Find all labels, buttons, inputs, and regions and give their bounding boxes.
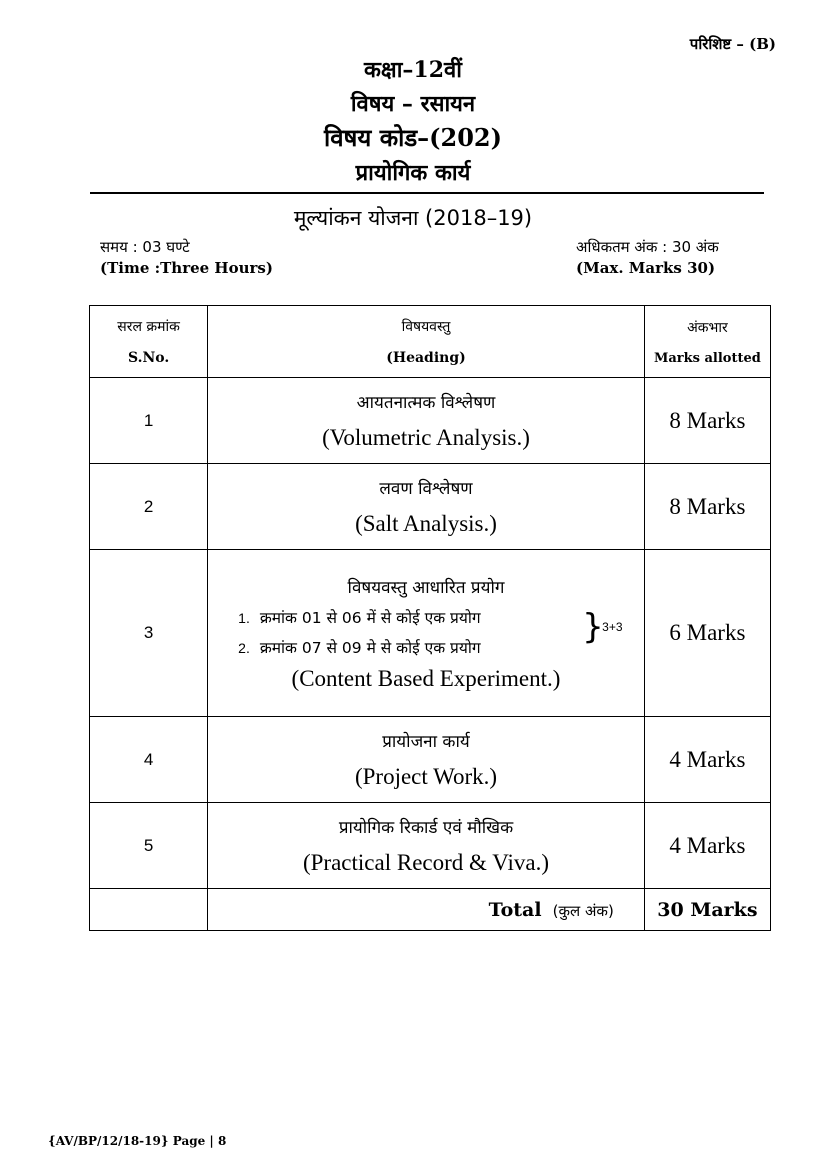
total-marks: 30 Marks xyxy=(644,889,770,931)
row-sno: 2 xyxy=(90,464,208,550)
max-marks-hindi: अधिकतम अंक : 30 अंक xyxy=(576,238,719,256)
row-sno: 4 xyxy=(90,717,208,803)
row-heading xyxy=(208,717,645,803)
row-heading-hindi: प्रायोजना कार्य xyxy=(382,732,470,752)
experiment-options xyxy=(238,606,644,658)
max-marks-english: (Max. Marks 30) xyxy=(576,259,716,277)
evaluation-scheme-title: मूल्यांकन योजना (2018–19) xyxy=(293,206,533,230)
header-sno-hindi: सरल क्रमांक xyxy=(117,319,180,335)
option-text: क्रमांक 07 से 09 मे से कोई एक प्रयोग xyxy=(259,638,481,657)
total-sno-empty xyxy=(90,889,208,931)
table-row xyxy=(90,717,771,803)
table-row xyxy=(90,550,771,717)
appendix-label: परिशिष्ट – (B) xyxy=(689,35,776,53)
row-marks: 4 Marks xyxy=(644,803,770,889)
option-marks-split: 3+3 xyxy=(602,619,623,634)
header-sno xyxy=(90,306,208,378)
header-heading xyxy=(208,306,645,378)
time-english: (Time :Three Hours) xyxy=(100,259,273,277)
table-header-row xyxy=(90,306,771,378)
evaluation-table xyxy=(89,305,771,931)
row-heading xyxy=(208,803,645,889)
time-hindi: समय : 03 घण्टे xyxy=(100,238,190,256)
total-label-hindi: (कुल अंक) xyxy=(552,901,614,920)
row-heading-english: (Content Based Experiment.) xyxy=(291,665,561,691)
total-label-english: Total xyxy=(488,898,542,921)
option-number: 1. xyxy=(238,609,250,626)
header-heading-english: (Heading) xyxy=(386,350,466,366)
row-heading-english: (Project Work.) xyxy=(354,764,498,789)
row-marks: 8 Marks xyxy=(644,378,770,464)
row-heading xyxy=(208,464,645,550)
table-row xyxy=(90,464,771,550)
header-divider xyxy=(90,192,764,194)
row-heading-hindi: प्रायोगिक रिकार्ड एवं मौखिक xyxy=(338,818,514,838)
header-marks xyxy=(644,306,770,378)
row-heading-english: (Practical Record & Viva.) xyxy=(302,850,549,875)
table-row xyxy=(90,378,771,464)
header-heading-hindi: विषयवस्तु xyxy=(401,319,451,335)
header-sno-english: S.No. xyxy=(127,350,170,366)
row-marks: 8 Marks xyxy=(644,464,770,550)
row-heading xyxy=(208,550,645,717)
table-row xyxy=(90,803,771,889)
row-sno: 3 xyxy=(90,550,208,717)
option-text: क्रमांक 01 से 06 में से कोई एक प्रयोग xyxy=(259,608,481,627)
header-marks-english: Marks allotted xyxy=(653,350,761,366)
row-heading-hindi: लवण विश्लेषण xyxy=(379,479,473,499)
practical-heading: प्रायोगिक कार्य xyxy=(355,160,471,186)
subject-code-heading: विषय कोड–(202) xyxy=(323,123,502,152)
row-heading-hindi: आयतनात्मक विश्लेषण xyxy=(356,393,496,413)
class-heading: कक्षा–12वीं xyxy=(364,57,462,83)
row-sno: 5 xyxy=(90,803,208,889)
row-marks: 6 Marks xyxy=(644,550,770,717)
subject-heading: विषय – रसायन xyxy=(350,91,476,117)
row-heading-english: (Volumetric Analysis.) xyxy=(322,425,530,450)
page-footer: {AV/BP/12/18-19} Page | 8 xyxy=(48,1134,227,1148)
row-heading xyxy=(208,378,645,464)
total-label xyxy=(208,889,645,931)
total-row xyxy=(90,889,771,931)
header-marks-hindi: अंकभार xyxy=(687,319,728,336)
row-marks: 4 Marks xyxy=(644,717,770,803)
row-heading-hindi: विषयवस्तु आधारित प्रयोग xyxy=(347,577,505,598)
row-sno: 1 xyxy=(90,378,208,464)
right-brace-icon: } xyxy=(582,606,604,647)
option-number: 2. xyxy=(238,639,250,656)
row-heading-english: (Salt Analysis.) xyxy=(355,511,497,536)
